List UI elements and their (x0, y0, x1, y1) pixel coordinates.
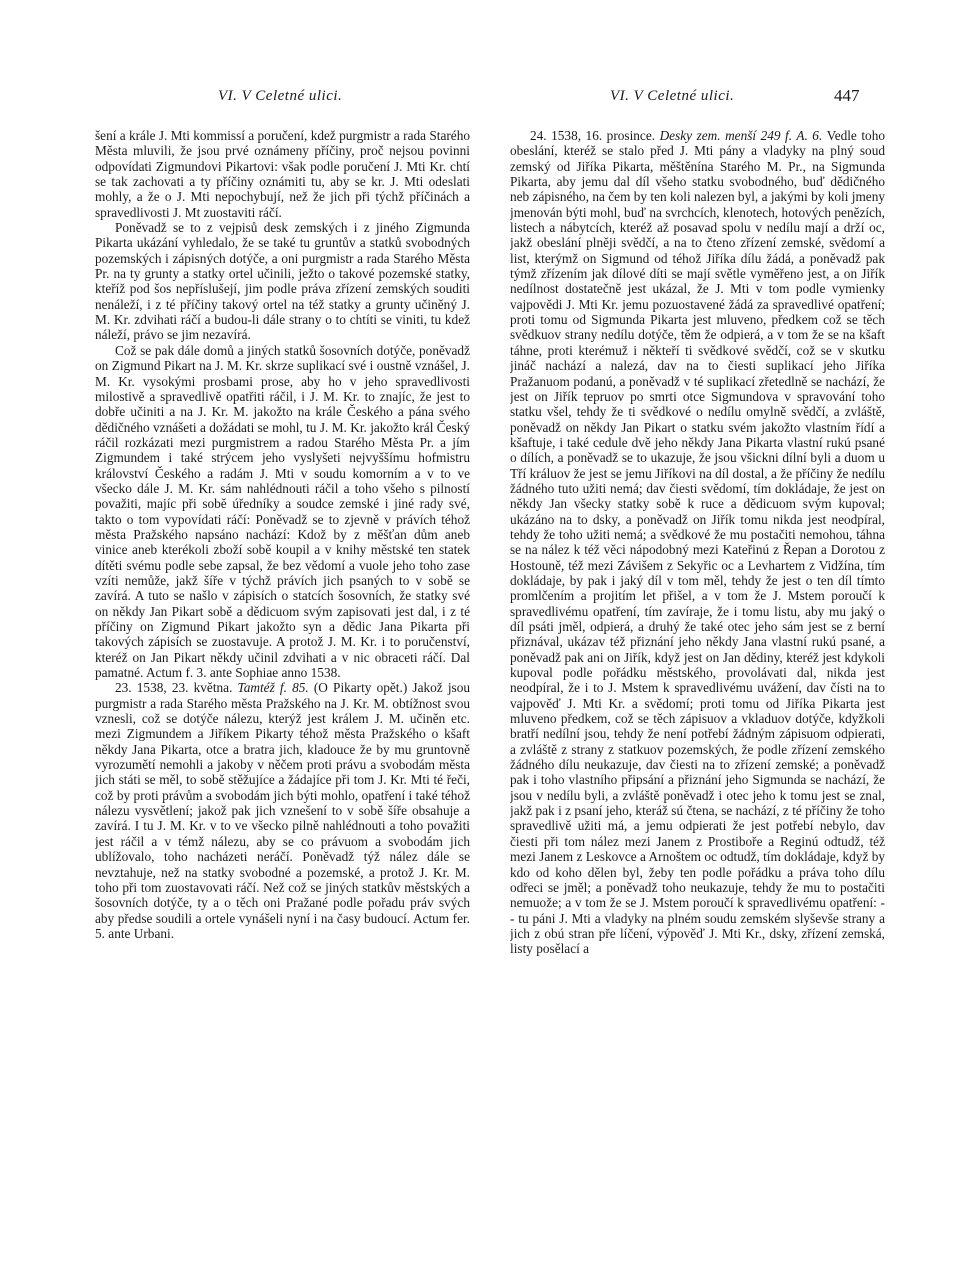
entry-source: Desky zem. menší 249 f. A. 6. (659, 128, 823, 143)
document-entry-23 (95, 680, 470, 941)
entry-heading: 24. 1538, 16. prosince. (530, 128, 656, 143)
paragraph: šení a krále J. Mti kommissí a poručení, kdež purgmistr a rada Starého Města mluvili, že jsou prvé oznámeny příčiny, proč nejsou povinni odpovídati Zigmundovi Pikartovi: však podle poručení J. Mti Kr. chtí se tak zachovati a ty příčiny oznámiti tu, aby se kr. J. Mti odeslati mohly, a že o J. Mti nepochybují, než že jich při týchž příčinách a spravedlivosti J. Mt zuostaviti ráčí. (95, 128, 470, 220)
entry-source: Tamtéž f. 85. (237, 680, 309, 696)
running-title-left: VI. V Celetné ulici. (218, 88, 343, 104)
running-header (0, 88, 960, 110)
left-column (95, 128, 470, 1238)
document-entry-24 (510, 128, 885, 957)
entry-text: (O Pikarty opět.) Jakož jsou purgmistr a rada Starého města Pražského na J. Kr. M. obtížnost svou vznesli, což se dotýče nálezu, kterýž jest králem J. M. učiněn etc. mezi Zigmundem a Jiříkem Pikarty téhož města Pražského o kšaft někdy Jana Pikarta, otce a bratra jich, kladouce že by mu gruntovně vyrozumětí nemohli a jakoby v něčem proti právu a svobodám města jich státi se měl, to sobě stěžujíce a žádajíce při tom J. Kr. Mti té řeči, což by proti právům a svobodám jich býti mohlo, opatření i také téhož nálezu vysvětlení; jakož pak jich vznešení to v sobě šíře obsahuje a zavírá. I tu J. M. Kr. v to ve všecko pilně nahlédnouti a toho považiti jest ráčil a v témž nálezu, aby se co právuom a svobodám jich ublížovalo, toho nacházeti neráčí. Poněvadž týž nález dále se nevztahuje, než na statky svobodné a pozemské, a protož J. Kr. M. toho při tom zuostavovati ráčí. Než což se jiných statkův městských a šosovních dotýče, ty a o těch oni Pražané podle pořadu práv svých aby předse soudili a ortele vynášeli nyní i na časy budoucí. Actum fer. 5. ante Urbani. (95, 680, 470, 941)
page-number: 447 (834, 86, 860, 105)
entry-heading: 23. 1538, 23. května. (115, 680, 233, 696)
right-column (510, 128, 885, 1238)
running-title-right: VI. V Celetné ulici. (610, 88, 735, 104)
paragraph: Což se pak dále domů a jiných statků šosovních dotýče, poněvadž on Zigmund Pikart na J. M. Kr. skrze suplikací své i oustně vznášel, J. M. Kr. vysokými prosbami prose, aby ho v jeho spravedlivosti milostivě a spravedlivě opatřiti ráčil, i J. M. Kr. to znajíc, že jest to dobře učiniti a na J. Kr. M. jakožto na krále Českého a pána svého dědičného vznášeti a dožádati se mohl, tu J. M. Kr. jakožto král Český ráčil rozkázati mezi purgmistrem a radou Starého Města Pr. a jím Zigmundem i také strýcem jeho vyslyšeti nejvyššímu hofmistru království Českého a radám J. Mti v soudu komorním a v to ve všecko dále J. M. Kr. sám nahlédnouti ráčil a toho všeho s pilností považiti, majíc při sobě úředníky a soudce zemské i jiné rady své, takto o tom vypovídati ráčí: Poněvadž se to zjevně v právích téhož města Pražského napsáno nachází: Kdož by z měšťan dům aneb vinice aneb kterékoli zboží sobě koupil a v knihy městské ten statek dítěti svému podle sebe zapsal, že bez vědomí a vuole jeho toho zase vzíti nemůže, jakž šíře v týchž právích jich psaných to v sobě se zavírá. A tuto se našlo v zápisích o statcích šosovních, že statky své on někdy Jan Pikart sobě a dědicuom svým zapisovati jest dal, i z té příčiny on Zigmund Pikart jakožto syn a dědic Jana Pikarta při takových zápisích se zuostavuje. A protož J. M. Kr. i to poručenství, kteréž on Jan Pikart někdy učinil zdvihati a v nic obraceti ráčí. Dal pamatné. Actum f. 3. ante Sophiae anno 1538. (95, 342, 470, 681)
paragraph: Poněvadž se to z vejpisů desk zemských i z jiného Zigmunda Pikarta ukázání vyhledalo, že se také tu gruntův a statků svobodných pozemských i zápisných dotýče, a oni purgmistr a rada Starého Města Pr. na ty grunty a statky ortel učinili, ježto o takové pozemské statky, kteříž pod šos nepříslušejí, jim podle práva zřízení zemských souditi nenáleží, i z té příčiny takový ortel na též statky a grunty učiněný J. M. Kr. zdvihati ráčí a budou-li dále strany o to chtíti se viniti, tu kdež náleží, právo se jim nezavírá. (95, 220, 470, 343)
entry-text: Vedle toho obeslání, kteréž se stalo před J. Mti pány a vladyky na plný soud zemský od Jiříka Pikarta, měštěnína Starého M. Pr., na Sigmunda Pikarta, aby jemu dal díl všeho statku svobodného, buď dědičného neb zápisného, na čem by ten koli nalezen byl, a jakými by koli jmeny jmenován býti mohl, buď na svrchcích, klenotech, hotových penězích, listech a nábytcích, kteréž až posavad spolu v nedílu mají a drží oc, jakž obeslání plněji svědčí, a na to čteno zřízení zemské, svědomí a list, kterýmž on Sigmund od téhož Jiříka dílu žádá, a poněvadž pak týmž zřízením jak dílové díti se mají světle vyměřeno jest, a on Jiřík nedílnost dostatečně jest ukázal, že J. Mti v tom podle vymienky vajpovědi J. Mti Kr. jemu pozuostavené žádá za spravedlivé opatření; proti tomu od Sigmunda Pikarta jest mluveno, předkem což se těch svědkuov strany nedílu dotýče, těm že odpierá, a v tom že se na kšaft táhne, proti kterémuž i někteří ti svědkové svědčí, což se v skutku jináč nachází a nalezá, dav na to čiesti suplikací jeho Jiříka Pražanuom podanú, a poněvadž v té suplikací zřetedlně se nachází, že jest on Jiřík tepruov po smrti otce Sigmundova v spravování toho statku všel, tehdy že ti svědkové o nedílu omylně svědčí, a zvláště, poněvadž on někdy Jan Pikart o statku svém jakožto vlastním řídí a kšaftuje, i také cedule dvě jeho někdy Jana Pikarta vlastní rukú psané o dílích, a poněvadž se to ukazuje, že jsou všickni dílní byli a duom u Tří králuov že jest se jemu Jiříkovi na díl dostal, a že příčiny že nedílu žádného tuto užiti nemá; dav čiesti svědomí, tím dokládaje, že jest on někdy Jan všecky statky sobě k rucе a dědicuom svým kupoval; ukázáno na to dsky, a poněvadž on Jiřík tomu nikda jest neodpíral, tehdy že toho užiti nemá; a svědkové že mu postačiti nemohou, táhna se na nález k též věci nápodobný mezi Kateřinú z Řepan a Dorotou z Hostouně, též mezi Závišem z Sekyřic oc a Levhartem z Vidžína, tím dokládaje, by pak i jaký díl v tom měl, tehdy že jest o ten díl tímto promlčením a projitím let přišel, a v tom že J. Mstem poroučí k spravedlivému opatření, tím zavíraje, že i tomu listu, aby mu jaký o díl psáti jměl, odpierá, a druhý že také otec jeho sám jest se z berní přiznával, ukázav též přiznání jeho někdy Jana vlastní rukú psané, a poněvadž pak ani on Jiřík, když jest on Jan dědiny, kteréž jest kdykoli kupoval podle pořádku městského, provolávati dal, nikda jest neodpíral, že i to J. Mstem k spravedlivému uvážení, dav čísti na to vajpověď J. Mti Kr. a svědomí; proti tomu od Jiříka Pikarta jest mluveno předkem, což se těch zápisuov a vkladuov dotýče, kdyžkoli bratří nedílní jsou, tehdy že není potřebí žádným zápisuom odpierati, a zvláště z strany z statkuov pozemských, že podle zřízení zemského žádného dílu neukazuje, dav čiesti na to zřízení zemské; a poněvadž pak i toho vlastního připsání a přiznání jeho Sigmunda se nachází, že jsou v nedílu byli, a zvláště poněvadž i otec jeho k tomu jest se znal, jakž pak i z psaní jeho, kteráž sú čtena, se nachází, z té příčiny že toho spravedlivě užiti má, a jemu odpierati že jest potřebí nebylo, dav čiesti při tom nález mezi Janem z Prostiboře a Reginú odtudž, též mezi Janem z Leskovce a Arnoštem oc odtudž, tím dokládaje, když by kdo od koho dělen byl, žeby ten podle pořádku a práva toho dílu odřeci se jměl; a poněvadž toho neukazuje, tehdy že mu to postačiti nemuože; a v tom že se J. Mstem poroučí k spravedlivému opatření: - - tu páni J. Mti a vladyky na plném soudu zemském slyševše strany a jich z obú stran pře líčení, výpověď J. Mti Kr., dsky, zřízení zemská, listy posělací a (510, 128, 885, 957)
